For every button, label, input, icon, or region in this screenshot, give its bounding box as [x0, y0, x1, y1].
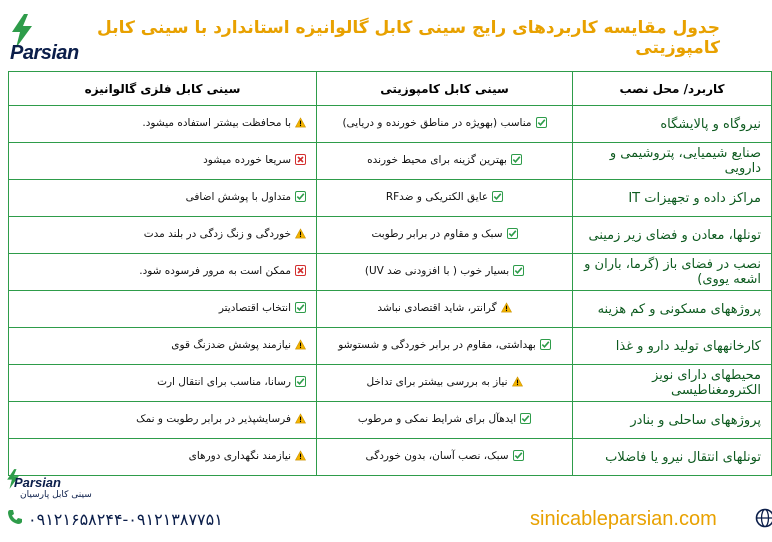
header-composite: سینی کابل کامپوزیتی: [317, 72, 573, 106]
galvanized-text: رسانا، مناسب برای انتقال ارت: [157, 375, 291, 388]
galvanized-cell: [9, 180, 317, 217]
usage-cell: پروژههای ساحلی و بنادر: [573, 402, 772, 439]
warning-icon: [295, 413, 306, 424]
composite-cell-content: [386, 191, 503, 203]
website-link[interactable]: sinicableparsian.com: [530, 508, 717, 530]
check-icon: [295, 376, 306, 387]
usage-cell: پروژههای مسکونی و کم هزینه: [573, 291, 772, 328]
composite-cell: [317, 180, 573, 217]
composite-cell-content: [338, 339, 551, 351]
check-icon: [513, 265, 524, 276]
footer-brand-name: Parsian: [14, 475, 61, 490]
galvanized-cell: [9, 106, 317, 143]
header-usage: کاربرد/ محل نصب: [573, 72, 772, 106]
galvanized-cell-content: [157, 376, 306, 388]
galvanized-cell-content: [136, 413, 306, 425]
table-row: [9, 254, 772, 291]
table-row: [9, 365, 772, 402]
galvanized-cell-content: [219, 302, 306, 314]
galvanized-cell-content: [139, 265, 306, 277]
composite-cell: [317, 291, 573, 328]
table-row: [9, 217, 772, 254]
table-row: [9, 402, 772, 439]
composite-cell-content: [342, 117, 546, 129]
brand-name: Parsian: [10, 42, 79, 64]
page-title: جدول مقایسه کاربردهای رایج سینی کابل گالوانیزه استاندارد با سینی کابل کامپوزیتی: [97, 18, 720, 58]
table-row: [9, 106, 772, 143]
composite-cell: [317, 217, 573, 254]
composite-text: مناسب (بهویژه در مناطق خورنده و دریایی): [342, 116, 532, 129]
composite-text: بسیار خوب ( با افزودنی ضد UV): [364, 264, 510, 277]
composite-cell: [317, 143, 573, 180]
galvanized-cell-content: [186, 191, 306, 203]
usage-cell: تونلهای انتقال نیرو یا فاضلاب: [573, 439, 772, 476]
galvanized-cell: [9, 328, 317, 365]
usage-cell: نصب در فضای باز (گرما، باران و اشعه یووی): [573, 254, 772, 291]
table-row: [9, 291, 772, 328]
galvanized-cell: [9, 291, 317, 328]
galvanized-cell-content: [171, 339, 306, 351]
composite-text: بهترین گزینه برای محیط خورنده: [367, 153, 507, 166]
usage-cell: محیطهای دارای نویز الکترومغناطیسی: [573, 365, 772, 402]
header-galvanized: سینی کابل فلزی گالوانیزه: [9, 72, 317, 106]
usage-cell: کارخانههای تولید دارو و غذا: [573, 328, 772, 365]
check-icon: [536, 117, 547, 128]
galvanized-text: خوردگی و زنگ زدگی در بلند مدت: [143, 227, 291, 240]
galvanized-text: فرسایشپذیر در برابر رطوبت و نمک: [136, 412, 291, 425]
galvanized-text: سریعا خورده میشود: [203, 153, 291, 166]
galvanized-cell: [9, 217, 317, 254]
galvanized-cell-content: [144, 228, 306, 240]
warning-icon: [295, 117, 306, 128]
composite-text: عایق الکتریکی و ضدRF: [385, 190, 489, 203]
usage-cell: مراکز داده و تجهیزات IT: [573, 180, 772, 217]
footer-brand-sub: سینی کابل پارسیان: [20, 490, 92, 500]
galvanized-text: انتخاب اقتصادیتر: [218, 301, 291, 314]
usage-cell: نیروگاه و پالایشگاه: [573, 106, 772, 143]
composite-text: بهداشتی، مقاوم در برابر خوردگی و شستوشو: [338, 338, 536, 351]
check-icon: [295, 191, 306, 202]
composite-cell-content: [358, 413, 531, 425]
composite-cell: [317, 365, 573, 402]
composite-text: سبک، نصب آسان، بدون خوردگی: [365, 449, 509, 462]
cross-icon: [295, 154, 306, 165]
composite-cell-content: [365, 450, 523, 462]
cross-icon: [295, 265, 306, 276]
composite-cell-content: [366, 376, 522, 388]
check-icon: [513, 450, 524, 461]
composite-cell-content: [377, 302, 511, 314]
usage-cell: تونلها، معادن و فضای زیر زمینی: [573, 217, 772, 254]
check-icon: [511, 154, 522, 165]
check-icon: [507, 228, 518, 239]
table-header-row: [9, 72, 772, 106]
warning-icon: [501, 302, 512, 313]
galvanized-cell: [9, 254, 317, 291]
composite-cell: [317, 254, 573, 291]
table-row: [9, 180, 772, 217]
composite-cell-content: [371, 228, 517, 240]
galvanized-cell-content: [142, 117, 306, 129]
table-row: [9, 328, 772, 365]
check-icon: [492, 191, 503, 202]
galvanized-cell-content: [203, 154, 306, 166]
warning-icon: [295, 339, 306, 350]
usage-cell: صنایع شیمیایی، پتروشیمی و دارویی: [573, 143, 772, 180]
galvanized-text: ممکن است به مرور فرسوده شود.: [139, 264, 291, 277]
comparison-table: [8, 71, 772, 476]
composite-cell: [317, 328, 573, 365]
phone-numbers[interactable]: ۰۹۱۲۱۶۵۸۲۴۴-۰۹۱۲۱۳۸۷۷۵۱: [28, 510, 223, 529]
phone-icon: [6, 508, 24, 526]
warning-icon: [295, 228, 306, 239]
composite-cell-content: [365, 265, 524, 277]
warning-icon: [295, 450, 306, 461]
galvanized-text: با محافظت بیشتر استفاده میشود.: [142, 116, 291, 129]
check-icon: [540, 339, 551, 350]
composite-cell: [317, 106, 573, 143]
table-row: [9, 143, 772, 180]
composite-cell-content: [367, 154, 522, 166]
galvanized-cell: [9, 365, 317, 402]
globe-icon: [755, 508, 772, 528]
composite-cell: [317, 439, 573, 476]
check-icon: [295, 302, 306, 313]
galvanized-cell: [9, 402, 317, 439]
warning-icon: [512, 376, 523, 387]
galvanized-cell-content: [189, 450, 306, 462]
galvanized-text: نیازمند پوشش ضدزنگ قوی: [171, 338, 291, 351]
composite-text: گرانتر، شاید اقتصادی نباشد: [377, 301, 497, 314]
brand-logo: [4, 8, 79, 64]
galvanized-text: نیازمند نگهداری دورهای: [188, 449, 291, 462]
check-icon: [520, 413, 531, 424]
composite-cell: [317, 402, 573, 439]
composite-text: نیاز به بررسی بیشتر برای تداخل: [366, 375, 508, 388]
galvanized-text: متداول با پوشش اضافی: [185, 190, 291, 203]
composite-text: ایدهآل برای شرایط نمکی و مرطوب: [357, 412, 517, 425]
composite-text: سبک و مقاوم در برابر رطوبت: [371, 227, 503, 240]
galvanized-cell: [9, 143, 317, 180]
